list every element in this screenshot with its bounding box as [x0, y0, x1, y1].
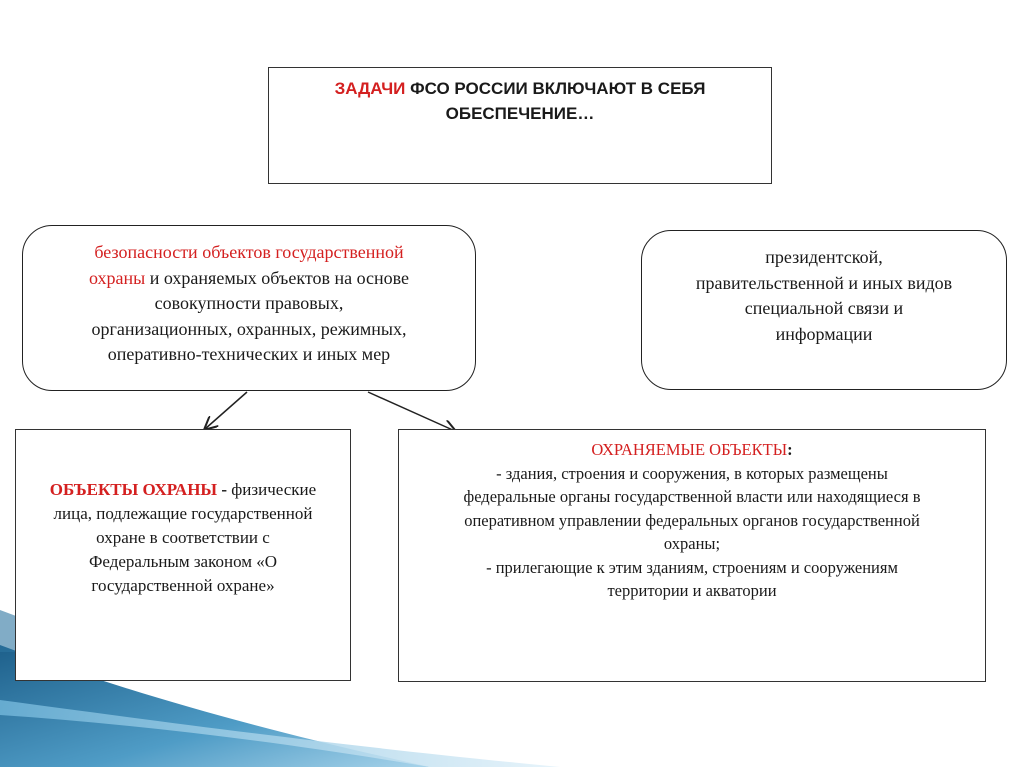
safety-line-2-red: охраны	[88, 267, 146, 288]
safety-line-2-rest: и охраняемых объектов на основе	[145, 267, 410, 288]
decor-swoosh-light	[0, 700, 560, 767]
protected-line-1: - здания, строения и сооружения, в которых размещены	[496, 463, 888, 483]
protected-heading-line	[411, 438, 973, 462]
safety-line-3: совокупности правовых,	[154, 293, 344, 313]
title-line-1	[269, 76, 771, 101]
protected-line-2: федеральные органы государственной власти или находящиеся в	[463, 487, 921, 506]
safety-line-5: оперативно-технических и иных мер	[107, 344, 391, 364]
objects-dash: -	[217, 480, 228, 499]
communication-line-2: правительственной и иных видов	[695, 272, 953, 293]
objects-line-3: охране в соответствии с	[96, 528, 270, 547]
protected-line-5: - прилегающие к этим зданиям, строениям и сооружениям	[486, 557, 898, 577]
protected-line-3: оперативном управлении федеральных органов государственной	[464, 510, 920, 530]
title-line-2: ОБЕСПЕЧЕНИЕ…	[445, 104, 595, 123]
objects-heading: ОБЪЕКТЫ ОХРАНЫ	[49, 480, 218, 499]
title-red-word: ЗАДАЧИ	[334, 79, 406, 98]
communication-line-3: специальной связи и	[744, 298, 904, 318]
protected-line-6: территории и акватории	[607, 581, 777, 600]
safety-line-2	[37, 266, 461, 292]
safety-box	[22, 225, 476, 391]
title-box	[268, 67, 772, 184]
objects-line-1	[26, 478, 340, 502]
arrow-to-protected-objects	[368, 392, 455, 431]
protected-objects-box	[398, 429, 986, 682]
title-line-1-rest: ФСО РОССИИ ВКЛЮЧАЮТ В СЕБЯ	[405, 79, 706, 98]
objects-line-4: Федеральным законом «О	[88, 552, 278, 571]
safety-line-4: организационных, охранных, режимных,	[91, 318, 407, 339]
arrow-to-objects-of-protection	[205, 392, 247, 429]
objects-of-protection-box	[15, 429, 351, 681]
protected-line-4: охраны;	[663, 534, 721, 553]
objects-line-2: лица, подлежащие государственной	[53, 504, 313, 523]
communication-box	[641, 230, 1007, 390]
safety-line-1: безопасности объектов государственной	[94, 242, 404, 262]
protected-heading: ОХРАНЯЕМЫЕ ОБЪЕКТЫ	[591, 440, 788, 459]
communication-line-1: президентской,	[765, 247, 883, 267]
protected-colon: :	[787, 440, 793, 459]
communication-line-4: информации	[775, 323, 873, 344]
objects-line-5: государственной охране»	[91, 576, 275, 595]
objects-line-1-rest: физические	[227, 480, 317, 499]
